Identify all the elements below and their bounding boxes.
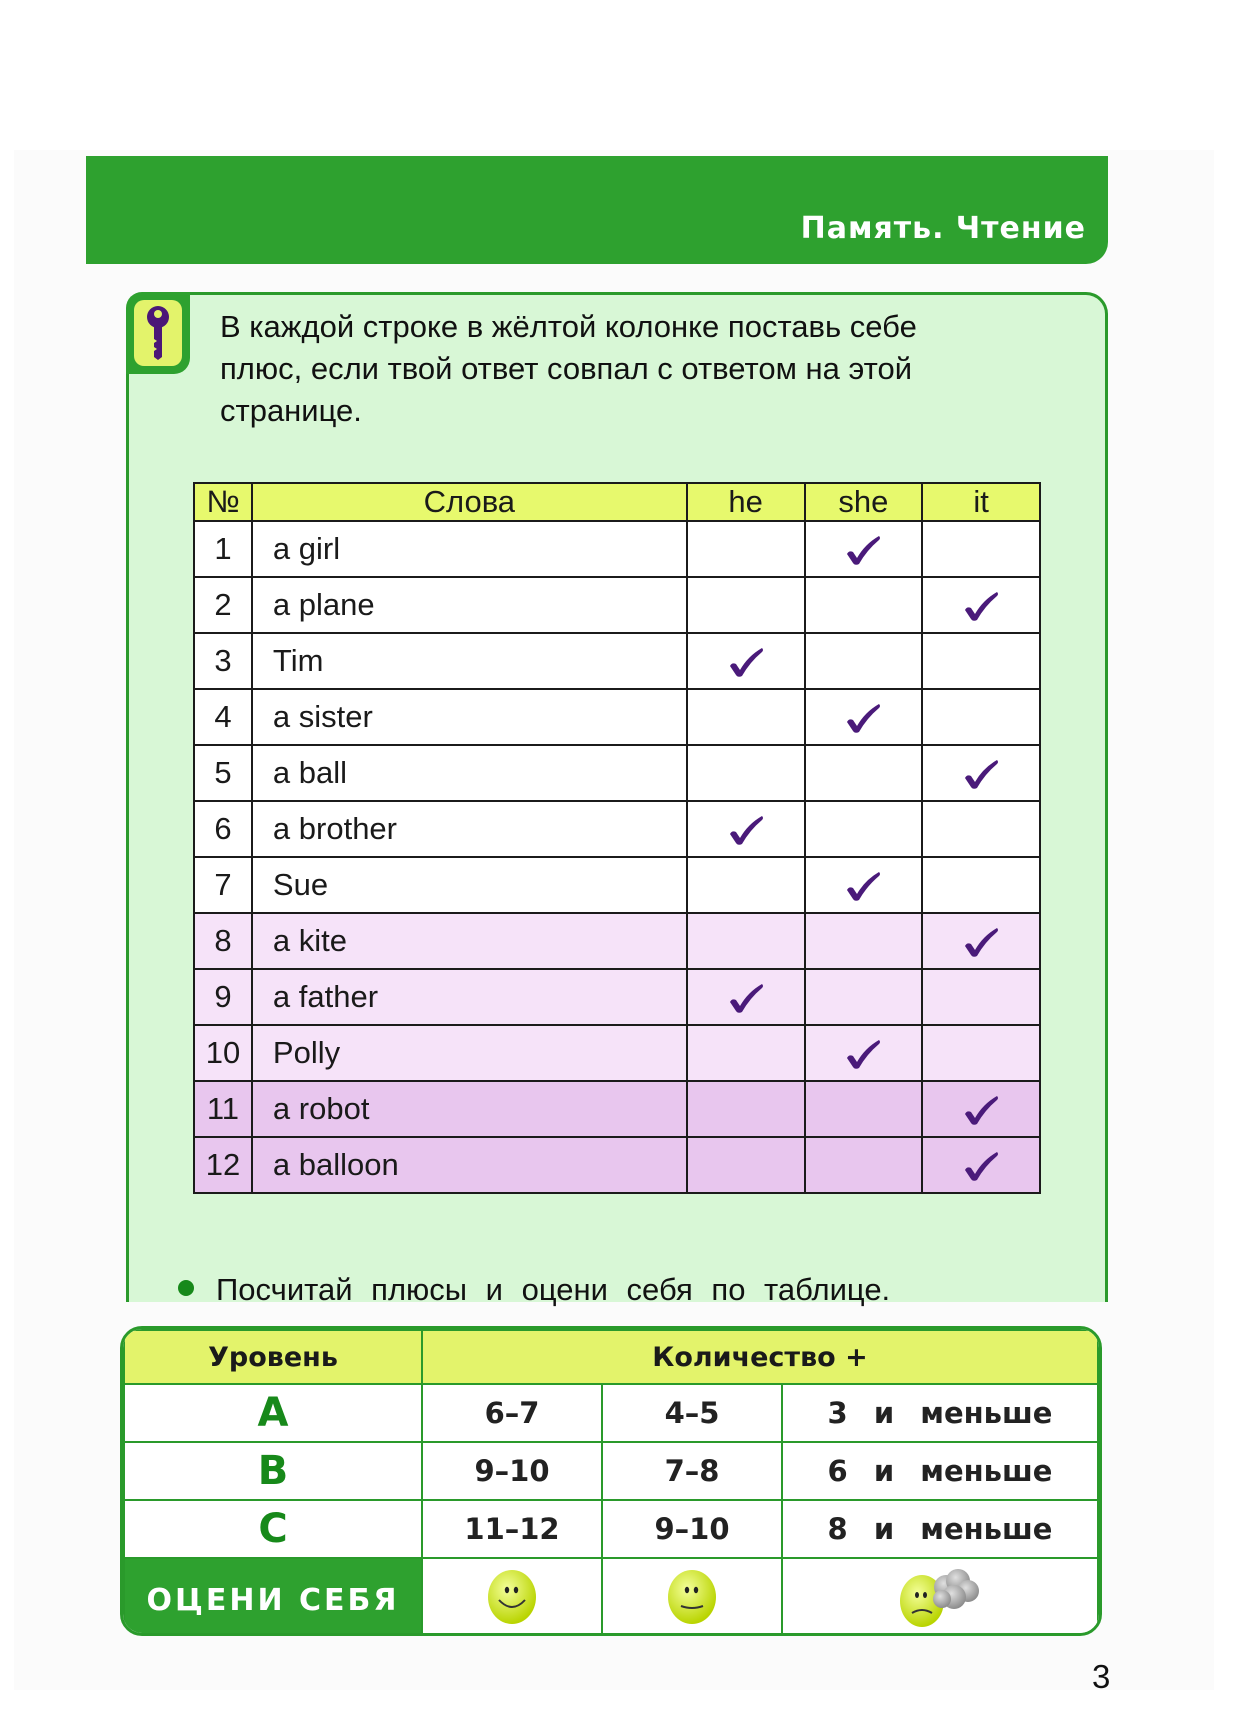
checkmark-icon bbox=[726, 980, 766, 1016]
row-number: 7 bbox=[194, 857, 252, 913]
row-word: Tim bbox=[252, 633, 687, 689]
face-cell-happy bbox=[422, 1558, 602, 1636]
row-number: 11 bbox=[194, 1081, 252, 1137]
row-word: a robot bbox=[252, 1081, 687, 1137]
row-word: Polly bbox=[252, 1025, 687, 1081]
face-cell-neutral bbox=[602, 1558, 782, 1636]
table-row bbox=[194, 577, 1040, 633]
checkmark-icon bbox=[961, 756, 1001, 792]
cell-he bbox=[687, 633, 805, 689]
score-range: 7–8 bbox=[602, 1442, 782, 1500]
score-range: 9–10 bbox=[422, 1442, 602, 1500]
score-range: 4–5 bbox=[602, 1384, 782, 1442]
row-word: a father bbox=[252, 969, 687, 1025]
face-cell-sad bbox=[782, 1558, 1098, 1636]
cell-he bbox=[687, 577, 805, 633]
cell-she bbox=[805, 801, 923, 857]
checkmark-icon bbox=[961, 924, 1001, 960]
cell-she bbox=[805, 1081, 923, 1137]
page-number: 3 bbox=[1092, 1658, 1111, 1695]
row-word: a brother bbox=[252, 801, 687, 857]
instruction-line: В каждой строке в жёлтой колонке поставь себе bbox=[220, 309, 917, 344]
level-label: B bbox=[124, 1442, 422, 1500]
cell-he bbox=[687, 1137, 805, 1193]
table-row bbox=[194, 857, 1040, 913]
cell-it bbox=[922, 633, 1040, 689]
table-row bbox=[194, 913, 1040, 969]
words-table-header bbox=[194, 483, 1040, 521]
count-instruction-text: Посчитай плюсы и оцени себя по таблице. bbox=[216, 1272, 891, 1307]
instruction-text bbox=[220, 306, 1090, 432]
header-she: she bbox=[805, 483, 923, 521]
rate-row bbox=[124, 1558, 1098, 1636]
row-number: 9 bbox=[194, 969, 252, 1025]
cell-it bbox=[922, 1081, 1040, 1137]
rate-yourself-label: ОЦЕНИ СЕБЯ bbox=[124, 1558, 422, 1636]
row-word: a ball bbox=[252, 745, 687, 801]
table-row bbox=[194, 969, 1040, 1025]
header-number: № bbox=[194, 483, 252, 521]
cell-it bbox=[922, 1025, 1040, 1081]
instruction-line: плюс, если твой ответ совпал с ответом на этой bbox=[220, 351, 913, 386]
cell-he bbox=[687, 857, 805, 913]
cell-it bbox=[922, 689, 1040, 745]
header-it: it bbox=[922, 483, 1040, 521]
cell-he bbox=[687, 913, 805, 969]
cell-it bbox=[922, 1137, 1040, 1193]
row-word: a sister bbox=[252, 689, 687, 745]
count-instruction bbox=[178, 1272, 890, 1308]
table-row bbox=[194, 745, 1040, 801]
score-range: 6 и меньше bbox=[782, 1442, 1098, 1500]
cell-he bbox=[687, 969, 805, 1025]
row-word: a balloon bbox=[252, 1137, 687, 1193]
row-number: 3 bbox=[194, 633, 252, 689]
score-range: 11–12 bbox=[422, 1500, 602, 1558]
score-row bbox=[124, 1442, 1098, 1500]
cell-she bbox=[805, 689, 923, 745]
row-word: Sue bbox=[252, 857, 687, 913]
cell-it bbox=[922, 969, 1040, 1025]
checkmark-icon bbox=[843, 532, 883, 568]
cell-he bbox=[687, 689, 805, 745]
row-number: 12 bbox=[194, 1137, 252, 1193]
score-row bbox=[124, 1384, 1098, 1442]
cell-he bbox=[687, 521, 805, 577]
checkmark-icon bbox=[843, 868, 883, 904]
cell-she bbox=[805, 913, 923, 969]
level-label: C bbox=[124, 1500, 422, 1558]
row-word: a kite bbox=[252, 913, 687, 969]
checkmark-icon bbox=[843, 700, 883, 736]
score-range: 8 и меньше bbox=[782, 1500, 1098, 1558]
section-header bbox=[86, 156, 1108, 264]
smiley-sad-cloud-icon bbox=[892, 1565, 988, 1629]
checkmark-icon bbox=[961, 1148, 1001, 1184]
row-number: 10 bbox=[194, 1025, 252, 1081]
bullet-icon bbox=[178, 1280, 194, 1296]
score-range: 6–7 bbox=[422, 1384, 602, 1442]
row-number: 5 bbox=[194, 745, 252, 801]
cell-he bbox=[687, 745, 805, 801]
header-level: Уровень bbox=[124, 1330, 422, 1384]
table-row bbox=[194, 689, 1040, 745]
level-label: A bbox=[124, 1384, 422, 1442]
table-row bbox=[194, 1025, 1040, 1081]
header-he: he bbox=[687, 483, 805, 521]
score-range: 9–10 bbox=[602, 1500, 782, 1558]
cell-she bbox=[805, 577, 923, 633]
cell-he bbox=[687, 801, 805, 857]
row-number: 2 bbox=[194, 577, 252, 633]
cell-it bbox=[922, 801, 1040, 857]
table-row bbox=[194, 521, 1040, 577]
cell-it bbox=[922, 521, 1040, 577]
table-row bbox=[194, 801, 1040, 857]
cell-she bbox=[805, 1137, 923, 1193]
cell-it bbox=[922, 577, 1040, 633]
row-number: 4 bbox=[194, 689, 252, 745]
header-count: Количество + bbox=[422, 1330, 1098, 1384]
cell-she bbox=[805, 1025, 923, 1081]
table-row bbox=[194, 1137, 1040, 1193]
checkmark-icon bbox=[961, 588, 1001, 624]
key-badge bbox=[126, 292, 190, 374]
row-number: 1 bbox=[194, 521, 252, 577]
words-table bbox=[193, 482, 1041, 1194]
table-row bbox=[194, 633, 1040, 689]
instruction-line: странице. bbox=[220, 393, 362, 428]
cell-he bbox=[687, 1081, 805, 1137]
smiley-happy-icon bbox=[486, 1568, 538, 1626]
self-assessment-table bbox=[120, 1326, 1102, 1636]
cell-it bbox=[922, 745, 1040, 801]
cell-she bbox=[805, 969, 923, 1025]
checkmark-icon bbox=[726, 644, 766, 680]
score-range: 3 и меньше bbox=[782, 1384, 1098, 1442]
cell-she bbox=[805, 745, 923, 801]
row-number: 6 bbox=[194, 801, 252, 857]
cell-she bbox=[805, 857, 923, 913]
cell-it bbox=[922, 913, 1040, 969]
checkmark-icon bbox=[961, 1092, 1001, 1128]
row-word: a girl bbox=[252, 521, 687, 577]
row-word: a plane bbox=[252, 577, 687, 633]
section-title: Память. Чтение bbox=[800, 211, 1086, 246]
checkmark-icon bbox=[843, 1036, 883, 1072]
cell-she bbox=[805, 633, 923, 689]
cell-she bbox=[805, 521, 923, 577]
table-row bbox=[194, 1081, 1040, 1137]
key-icon bbox=[145, 305, 171, 361]
score-header-row bbox=[124, 1330, 1098, 1384]
cell-he bbox=[687, 1025, 805, 1081]
cell-it bbox=[922, 857, 1040, 913]
smiley-neutral-icon bbox=[666, 1568, 718, 1626]
score-row bbox=[124, 1500, 1098, 1558]
checkmark-icon bbox=[726, 812, 766, 848]
row-number: 8 bbox=[194, 913, 252, 969]
header-words: Слова bbox=[252, 483, 687, 521]
